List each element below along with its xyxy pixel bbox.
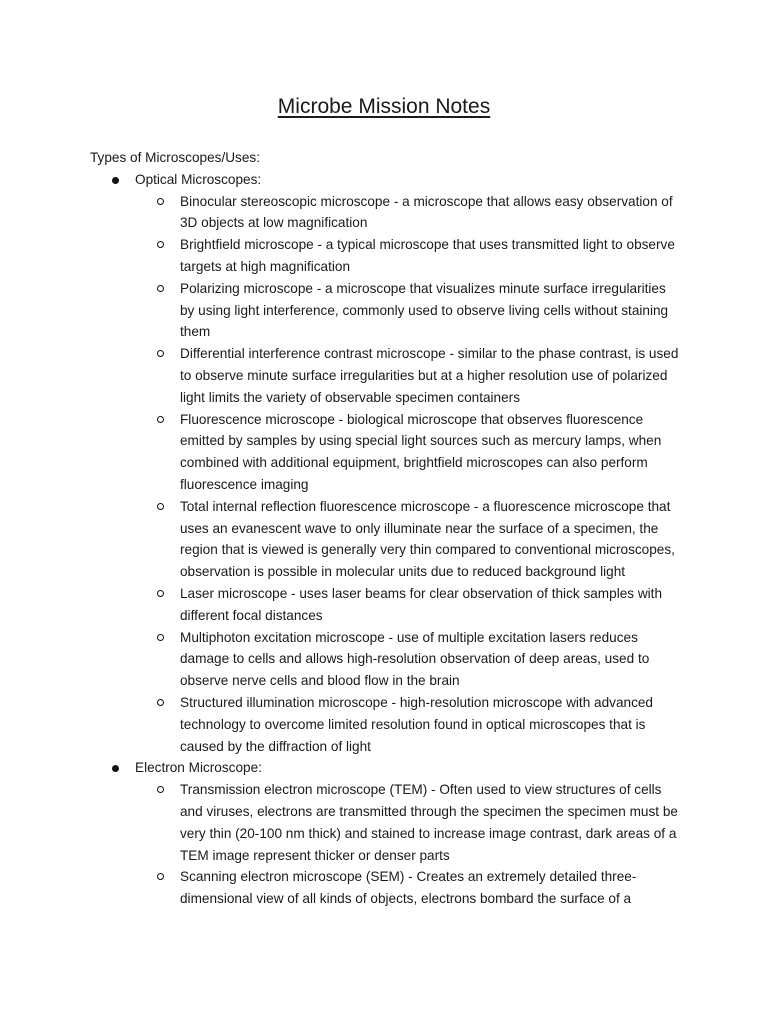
filled-bullet-icon — [112, 177, 119, 184]
list-item — [135, 343, 690, 408]
microscope-category-list — [90, 169, 690, 910]
list-item-text: Brightfield microscope - a typical microscope that uses transmitted light to observe targets at high magnification — [180, 237, 675, 274]
hollow-bullet-icon — [157, 350, 164, 357]
list-item — [135, 278, 690, 343]
list-item-text: Laser microscope - uses laser beams for clear observation of thick samples with different focal distances — [180, 585, 663, 623]
list-item-text: Binocular stereoscopic microscope - a microscope that allows easy observation of 3D objects at low magnification — [180, 193, 673, 231]
list-item — [135, 409, 690, 496]
hollow-bullet-icon — [157, 241, 164, 248]
category-electron — [90, 757, 690, 910]
list-item — [135, 234, 690, 278]
hollow-bullet-icon — [157, 699, 164, 706]
category-optical — [90, 169, 690, 758]
list-item — [135, 779, 690, 866]
list-item — [135, 627, 690, 692]
hollow-bullet-icon — [157, 590, 164, 597]
filled-bullet-icon — [112, 765, 119, 772]
list-item — [135, 866, 690, 910]
hollow-bullet-icon — [157, 198, 164, 205]
document-body — [90, 147, 690, 910]
list-item-text: Transmission electron microscope (TEM) - Often used to view structures of cells and viruses, electrons are transmitted through the specimen the specimen must be very thin (20-100 nm thick) and stained to increase image contrast, dark areas of a TEM image represent thicker or denser parts — [180, 782, 678, 863]
hollow-bullet-icon — [157, 786, 164, 793]
list-item-text: Structured illumination microscope - high-resolution microscope with advanced technology to overcome limited resolution found in optical microscopes that is caused by the diffraction of light — [180, 694, 653, 754]
category-label: Optical Microscopes: — [135, 171, 262, 187]
hollow-bullet-icon — [157, 634, 164, 641]
list-item-text: Fluorescence microscope - biological microscope that observes fluorescence emitted by samples by using special light sources such as mercury lamps, when combined with additional equipment, brightfield microscopes can also perform fluorescence imaging — [180, 411, 662, 492]
list-item — [135, 583, 690, 627]
list-item-text: Differential interference contrast microscope - similar to the phase contrast, is used to observe minute surface irregularities but at a higher resolution use of polarized light limits the variety of observable specimen containers — [180, 346, 679, 405]
list-item-text: Scanning electron microscope (SEM) - Creates an extremely detailed three-dimensional view of all kinds of objects, electrons bombard the surface of a — [180, 869, 637, 907]
electron-microscope-list — [135, 779, 690, 910]
hollow-bullet-icon — [157, 285, 164, 292]
section-heading: Types of Microscopes/Uses: — [90, 150, 260, 165]
list-item — [135, 692, 690, 757]
list-item — [135, 191, 690, 235]
hollow-bullet-icon — [157, 503, 164, 510]
category-label: Electron Microscope: — [135, 760, 262, 776]
list-item-text: Total internal reflection fluorescence microscope - a fluorescence microscope that uses an evanescent wave to only illuminate near the surface of a specimen, the region that is viewed is generally very thin compared to conventional microscopes, observation is possible in molecular units due to reduced background light — [180, 498, 675, 580]
list-item — [135, 496, 690, 583]
list-item-text: Polarizing microscope - a microscope that visualizes minute surface irregularities by using light interference, commonly used to observe living cells without staining them — [180, 280, 669, 340]
list-item-text: Multiphoton excitation microscope - use of multiple excitation lasers reduces damage to cells and allows high-resolution observation of deep areas, used to observe nerve cells and blood flow in the brain — [180, 629, 650, 689]
hollow-bullet-icon — [157, 416, 164, 423]
optical-microscope-list — [135, 191, 690, 758]
page-title: Microbe Mission Notes — [277, 95, 491, 118]
hollow-bullet-icon — [157, 873, 164, 880]
